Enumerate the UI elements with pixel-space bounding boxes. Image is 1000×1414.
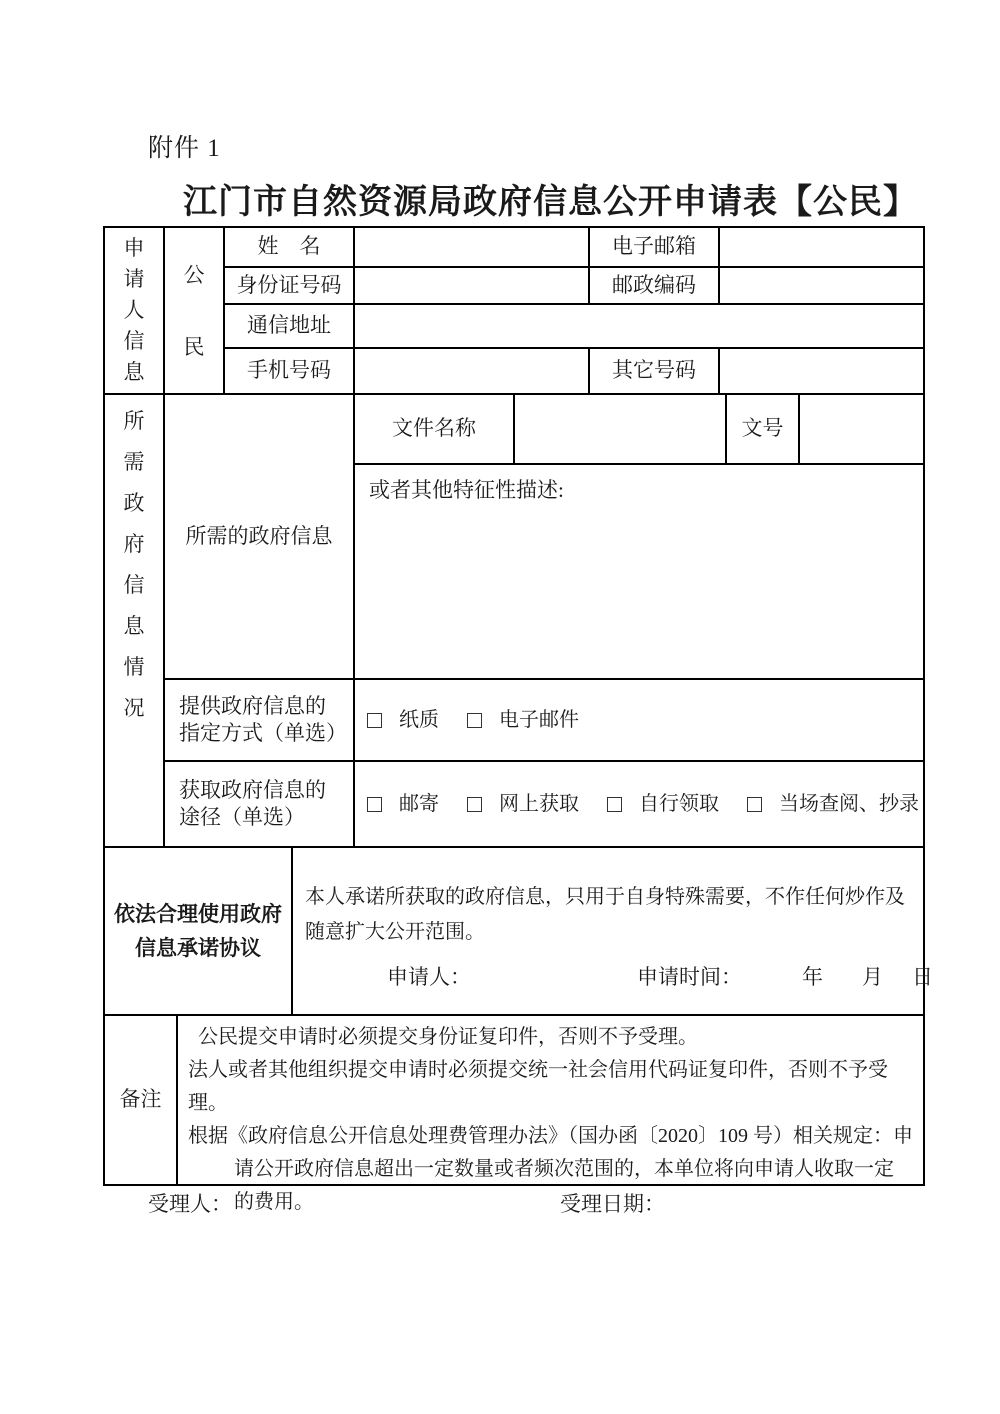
option-label: 自行领取 — [639, 793, 719, 815]
address-label: 通信地址 — [225, 305, 355, 349]
doc-name-label: 文件名称 — [355, 395, 515, 465]
checkbox-icon[interactable] — [747, 797, 762, 812]
option-label: 当场查阅、抄录 — [779, 793, 919, 815]
checkbox-icon[interactable] — [607, 797, 622, 812]
feature-description-label: 或者其他特征性描述: — [369, 478, 564, 502]
mobile-input-cell[interactable] — [355, 349, 590, 395]
month-label: 月 — [862, 965, 883, 989]
option-label: 纸质 — [399, 709, 439, 731]
checkbox-icon[interactable] — [367, 797, 382, 812]
option-paper — [367, 707, 439, 733]
option-email — [467, 707, 579, 733]
name-label: 姓 名 — [225, 228, 355, 268]
remarks-label: 备注 — [105, 1016, 178, 1186]
page-title: 江门市自然资源局政府信息公开申请表【公民】 — [183, 184, 918, 221]
accept-date-label: 受理日期： — [560, 1192, 665, 1216]
applicant-info-header: 申请人信息 — [105, 228, 165, 395]
year-label: 年 — [802, 965, 823, 989]
feature-description-cell[interactable] — [355, 465, 925, 680]
commitment-content — [293, 848, 933, 1016]
doc-number-label: 文号 — [727, 395, 800, 465]
remark-note: 法人或者其他组织提交申请时必须提交统一社会信用代码证复印件，否则不予受理。 — [188, 1059, 888, 1114]
delivery-method-options — [355, 680, 925, 762]
option-label: 邮寄 — [399, 793, 439, 815]
obtain-way-options — [355, 762, 925, 848]
option-label: 电子邮件 — [499, 709, 579, 731]
attachment-label: 附件 1 — [148, 135, 221, 162]
info-section-header: 所需政府信息情况 — [105, 395, 165, 848]
applicant-sign-label: 申请人： — [387, 965, 471, 989]
id-number-input-cell[interactable] — [355, 268, 590, 305]
option-mail — [367, 791, 439, 817]
email-label: 电子邮箱 — [590, 228, 720, 268]
commitment-label: 依法合理使用政府信息承诺协议 — [105, 848, 293, 1016]
other-number-input-cell[interactable] — [720, 349, 925, 395]
checkbox-icon[interactable] — [467, 797, 482, 812]
checkbox-icon[interactable] — [467, 713, 482, 728]
email-input-cell[interactable] — [720, 228, 925, 268]
id-number-label: 身份证号码 — [225, 268, 355, 305]
name-input-cell[interactable] — [355, 228, 590, 268]
needed-info-label: 所需的政府信息 — [165, 395, 355, 680]
mobile-label: 手机号码 — [225, 349, 355, 395]
address-input-cell[interactable] — [355, 305, 925, 349]
checkbox-icon[interactable] — [367, 713, 382, 728]
other-number-label: 其它号码 — [590, 349, 720, 395]
remark-note: 公民提交申请时必须提交身份证复印件，否则不予受理。 — [198, 1026, 698, 1048]
day-label: 日 — [912, 965, 933, 989]
commitment-statement: 本人承诺所获取的政府信息，只用于自身特殊需要，不作任何炒作及随意扩大公开范围。 — [305, 886, 905, 943]
remark-note: 根据《政府信息公开信息处理费管理办法》（国办函〔2020〕109 号）相关规定：申请公开政府信息超出一定数量或者频次范围的，本单位将向申请人收取一定的费用。 — [188, 1125, 913, 1213]
option-onsite-read — [747, 791, 919, 817]
option-self-pickup — [607, 791, 719, 817]
doc-number-input-cell[interactable] — [800, 395, 925, 465]
postal-code-label: 邮政编码 — [590, 268, 720, 305]
citizen-header: 公民 — [165, 228, 225, 395]
delivery-method-label: 提供政府信息的指定方式（单选） — [165, 680, 355, 762]
signature-row — [305, 960, 933, 994]
apply-time-label: 申请时间： — [637, 965, 742, 989]
doc-name-input-cell[interactable] — [515, 395, 727, 465]
option-online — [467, 791, 579, 817]
option-label: 网上获取 — [499, 793, 579, 815]
handler-label: 受理人： — [148, 1192, 232, 1216]
obtain-way-label: 获取政府信息的途径（单选） — [165, 762, 355, 848]
postal-code-input-cell[interactable] — [720, 268, 925, 305]
